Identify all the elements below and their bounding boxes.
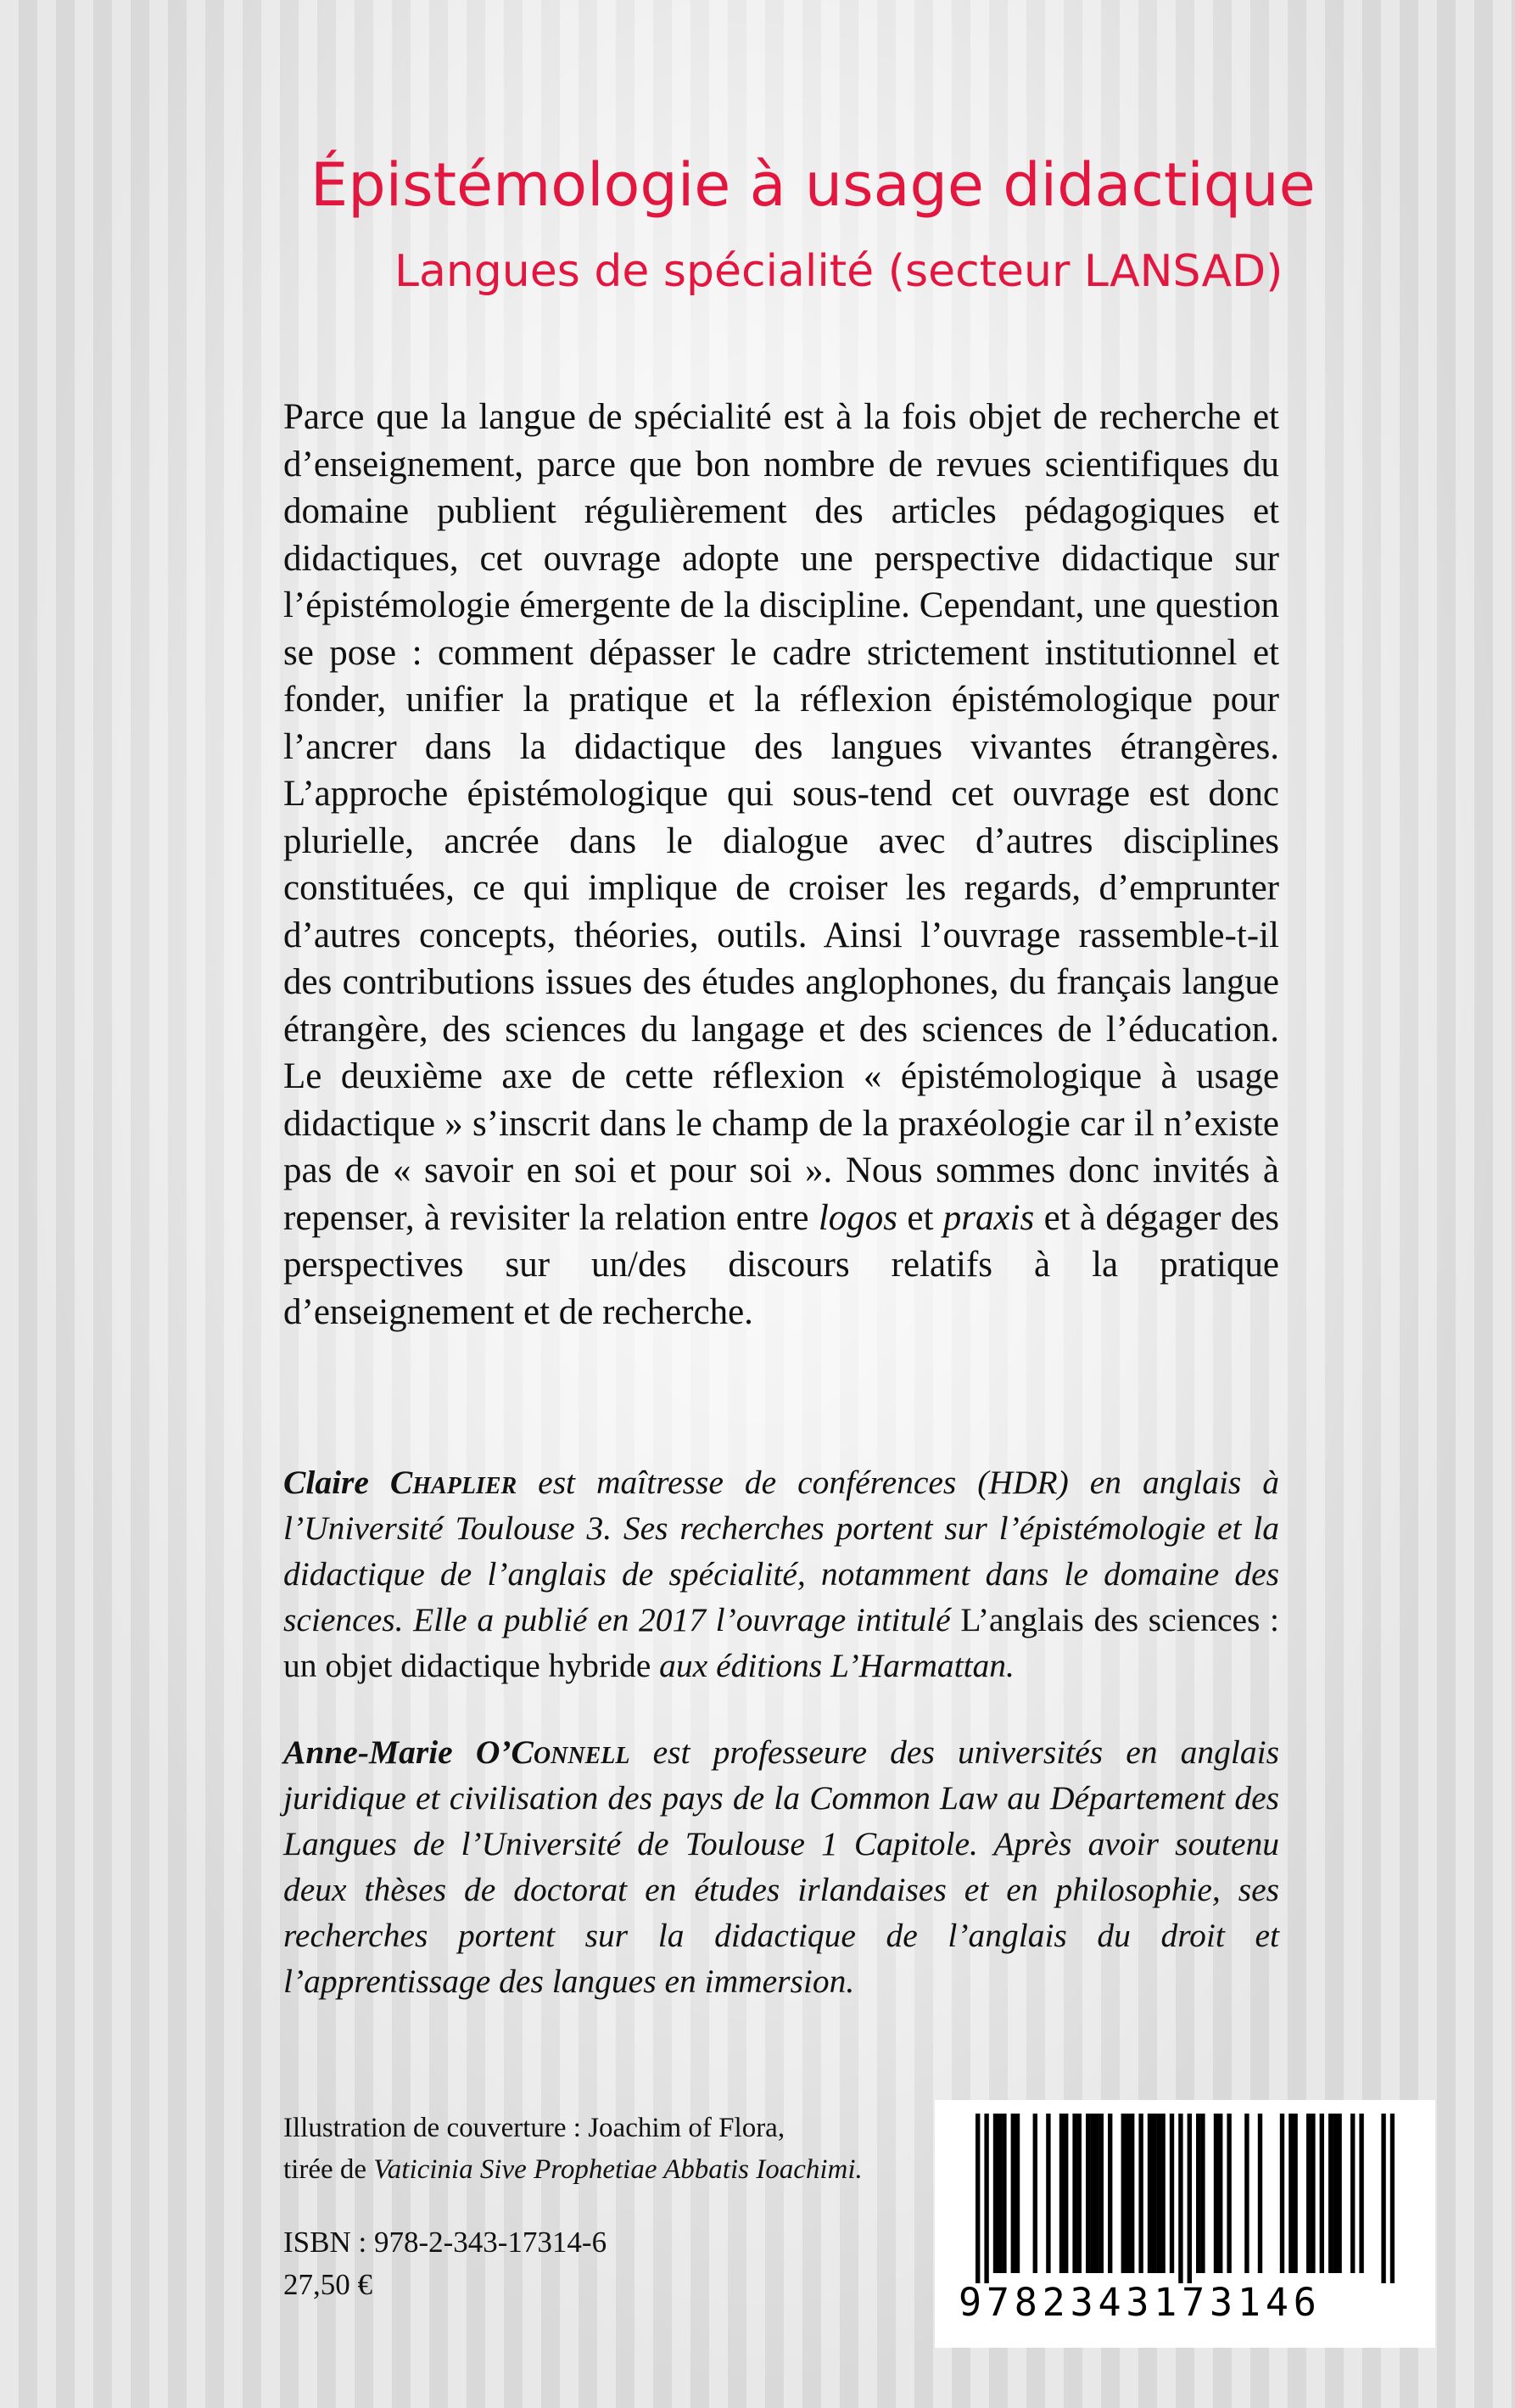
barcode-bar: [1160, 2114, 1165, 2273]
summary-part-1: Parce que la langue de spécialité est à la fois objet de recherche et d’enseignement, parce que bon nombre de revues scientifiques du domaine publient régulièrement des articles pédagogiques et didactiques, cet ouvrage adopte une perspective didactique sur l’épistémologie émergente de la discipline. Cependant, une question se pose : comment dépasser le cadre strictement institutionnel et fonder, unifier la pratique et la réflexion épistémologique pour l’ancrer dans la didactique des langues vivantes étrangères. L’approche épistémologique qui sous-tend cet ouvrage est donc plurielle, ancrée dans le dialogue avec d’autres disciplines constituées, ce qui implique de croiser les regards, d’emprunter d’autres concepts, théories, outils. Ainsi l’ouvrage rassemble-t-il des contributions issues des études anglophones, du français langue étrangère, des sciences du langage et des sciences de l’éducation. Le deuxième axe de cette réflexion « épistémologique à usage didactique » s’inscrit dans le champ de la praxéologie car il n’existe pas de « savoir en soi et pour soi ». Nous sommes donc invités à repenser, à revisiter la relation entre: [283, 397, 1279, 1238]
author-name-oconnell: [283, 1733, 629, 1771]
cover-illustration-credit: [283, 2108, 962, 2191]
barcode-bar: [1359, 2114, 1363, 2273]
credit-line-2-prefix: tirée de: [283, 2154, 367, 2185]
summary-praxis: praxis: [942, 1197, 1035, 1238]
barcode-bar: [1306, 2114, 1311, 2273]
barcode-bar: [1033, 2114, 1037, 2273]
barcode-bar: [1002, 2114, 1006, 2273]
barcode-bar: [1152, 2114, 1156, 2273]
barcode-bar: [1108, 2114, 1112, 2273]
author-name-chaplier: [283, 1464, 517, 1501]
barcode-bar: [1015, 2114, 1020, 2273]
summary-part-2: et: [907, 1197, 934, 1238]
barcode-bar: [1077, 2114, 1082, 2273]
isbn: ISBN : 978-2-343-17314-6: [283, 2226, 607, 2259]
barcode-bar: [1337, 2114, 1341, 2273]
barcode: [935, 2100, 1435, 2348]
barcode-bar: [1170, 2114, 1174, 2273]
barcode-bars-icon: [976, 2114, 1395, 2283]
barcode-bar: [1328, 2114, 1333, 2273]
author-work-title: L’anglais des sciences : un objet didactique hybride: [283, 1601, 1280, 1684]
barcode-bar: [1258, 2114, 1262, 2273]
barcode-bar: [1390, 2114, 1395, 2283]
barcode-bar: [1196, 2114, 1200, 2273]
barcode-bar: [1244, 2114, 1249, 2273]
barcode-bar: [1130, 2114, 1134, 2273]
barcode-bar: [1064, 2114, 1068, 2273]
author-bio-text: est maîtresse de conférences (HDR) en anglais à l’Université Toulouse 3. Ses recherches portent sur l’épistémologie et la didactique de l’anglais de spécialité, notamment dans le domaine des sciences. Elle a publié en 2017 l’ouvrage intitulé: [283, 1464, 1280, 1638]
barcode-bar: [1148, 2114, 1152, 2273]
barcode-bar: [1289, 2114, 1293, 2273]
summary-part-3: et à dégager des perspectives sur un/des discours relatifs à la pratique d’enseignement et de recherche.: [283, 1197, 1280, 1332]
book-subtitle: Langues de spécialité (secteur LANSAD): [394, 246, 1283, 297]
barcode-bar: [1280, 2114, 1284, 2273]
author-bio-chaplier: [283, 1459, 1279, 1688]
barcode-bar: [1320, 2114, 1324, 2273]
author-bio-text-end: aux éditions L’Harmattan.: [659, 1647, 1015, 1684]
barcode-bar: [1227, 2114, 1231, 2273]
summary-logos: logos: [818, 1197, 898, 1238]
barcode-bar: [1094, 2114, 1099, 2273]
barcode-bar: [1178, 2114, 1182, 2283]
barcode-bar: [1059, 2114, 1064, 2273]
price: 27,50 €: [283, 2268, 372, 2301]
barcode-bar: [1200, 2114, 1205, 2273]
isbn-price-block: [283, 2221, 792, 2306]
barcode-bar: [1218, 2114, 1222, 2273]
author-first-name: Anne-Marie: [283, 1733, 453, 1771]
author-last-name: O’Connell: [475, 1733, 630, 1771]
barcode-bar: [1126, 2114, 1130, 2273]
barcode-bar: [1090, 2114, 1094, 2273]
barcode-digits: 9782343173146: [959, 2280, 1322, 2325]
barcode-bar: [993, 2114, 998, 2273]
barcode-bar: [1072, 2114, 1076, 2273]
book-title: Épistémologie à usage didactique: [310, 150, 1316, 220]
barcode-bar: [1138, 2114, 1143, 2273]
barcode-bar: [1011, 2114, 1015, 2273]
barcode-bar: [1311, 2114, 1315, 2273]
barcode-bar: [1156, 2114, 1160, 2273]
barcode-bar: [1121, 2114, 1126, 2273]
author-first-name: Claire: [283, 1464, 369, 1501]
barcode-bar: [984, 2114, 988, 2283]
barcode-bar: [1293, 2114, 1297, 2273]
barcode-bar: [1086, 2114, 1090, 2273]
author-bio-text: est professeure des universités en anglais juridique et civilisation des pays de la Common Law au Département des Langues de l’Université de Toulouse 1 Capitole. Après avoir soutenu deux thèses de doctorat en études irlandaises et en philosophie, ses recherches portent sur la didactique de l’anglais du droit et l’apprentissage des langues en immersion.: [283, 1733, 1280, 2000]
barcode-bar: [1350, 2114, 1355, 2273]
summary-text: [283, 394, 1279, 1336]
barcode-bar: [1046, 2114, 1050, 2273]
barcode-bar: [1333, 2114, 1337, 2273]
barcode-bar: [1099, 2114, 1104, 2273]
barcode-bar: [1381, 2114, 1385, 2283]
barcode-bar: [998, 2114, 1002, 2273]
author-last-name: Chaplier: [389, 1464, 517, 1501]
barcode-bar: [1188, 2114, 1192, 2283]
credit-line-2-title: Vaticinia Sive Prophetiae Abbatis Ioachimi.: [373, 2154, 863, 2185]
barcode-bar: [1214, 2114, 1218, 2273]
barcode-bar: [976, 2114, 980, 2283]
author-bio-oconnell: [283, 1729, 1279, 2004]
credit-line-1: Illustration de couverture : Joachim of Flora,: [283, 2113, 785, 2143]
